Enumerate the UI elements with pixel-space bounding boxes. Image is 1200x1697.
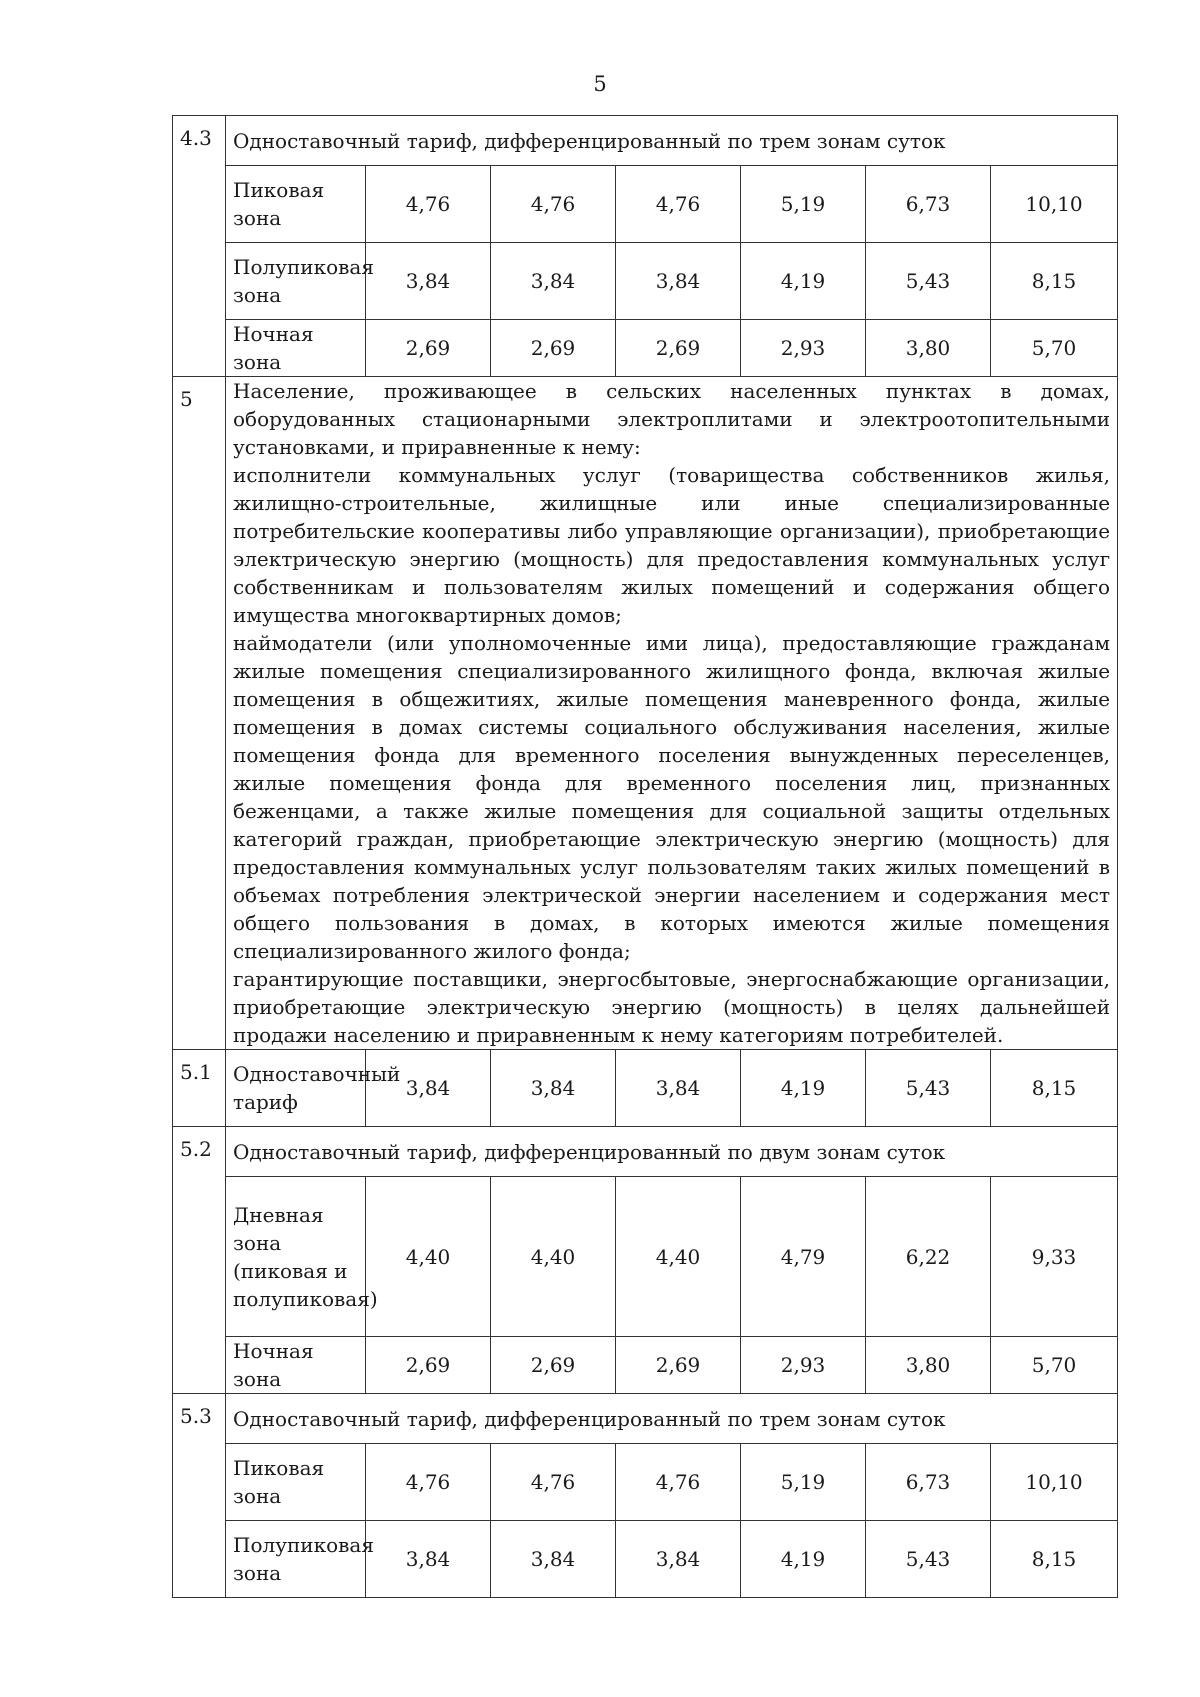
section-5-1-row bbox=[173, 1050, 1118, 1127]
tariff-value: 4,76 bbox=[616, 1444, 741, 1521]
section-5-2-header-row bbox=[173, 1127, 1118, 1177]
section-number: 5.3 bbox=[173, 1394, 226, 1598]
section-5-row bbox=[173, 377, 1118, 1050]
section-title: Одноставочный тариф, дифференцированный по трем зонам суток bbox=[226, 116, 1118, 166]
tariff-value: 8,15 bbox=[991, 243, 1118, 320]
zone-label: Ночная зона bbox=[226, 1337, 366, 1394]
tariff-value: 5,43 bbox=[866, 1050, 991, 1127]
tariff-value: 10,10 bbox=[991, 1444, 1118, 1521]
tariff-value: 4,40 bbox=[366, 1177, 491, 1337]
tariff-value: 5,70 bbox=[991, 1337, 1118, 1394]
tariff-value: 3,84 bbox=[616, 1521, 741, 1598]
tariff-value: 2,69 bbox=[491, 1337, 616, 1394]
tariff-value: 3,84 bbox=[616, 243, 741, 320]
tariff-value: 4,76 bbox=[616, 166, 741, 243]
zone-label: Ночная зона bbox=[226, 320, 366, 377]
table-row bbox=[173, 1521, 1118, 1598]
tariff-value: 5,43 bbox=[866, 1521, 991, 1598]
tariff-value: 6,22 bbox=[866, 1177, 991, 1337]
section-number: 5.1 bbox=[173, 1050, 226, 1127]
tariff-value: 4,76 bbox=[366, 166, 491, 243]
table-row bbox=[173, 320, 1118, 377]
tariff-value: 4,19 bbox=[741, 243, 866, 320]
section-number: 5 bbox=[173, 377, 226, 1050]
tariff-label: Одноставочный тариф bbox=[226, 1050, 366, 1127]
tariff-table bbox=[172, 115, 1118, 1598]
tariff-value: 3,84 bbox=[366, 1050, 491, 1127]
zone-label: Полупиковая зона bbox=[226, 1521, 366, 1598]
tariff-value: 4,19 bbox=[741, 1521, 866, 1598]
section-4-3-header-row bbox=[173, 116, 1118, 166]
table-row bbox=[173, 1177, 1118, 1337]
section-5-3-header-row bbox=[173, 1394, 1118, 1444]
table-row bbox=[173, 1337, 1118, 1394]
description-paragraph: Население, проживающее в сельских населенных пунктах в домах, оборудованных стационарными электроплитами и электроотопительными установками, и приравненные к нему: bbox=[233, 379, 1111, 459]
tariff-value: 3,80 bbox=[866, 320, 991, 377]
tariff-value: 4,76 bbox=[366, 1444, 491, 1521]
section-description bbox=[226, 377, 1118, 1050]
tariff-value: 4,79 bbox=[741, 1177, 866, 1337]
tariff-value: 5,43 bbox=[866, 243, 991, 320]
tariff-value: 10,10 bbox=[991, 166, 1118, 243]
zone-label: Пиковая зона bbox=[226, 166, 366, 243]
description-paragraph: наймодатели (или уполномоченные ими лица), предоставляющие гражданам жилые помещения специализированного жилищного фонда, включая жилые помещения в общежитиях, жилые помещения маневренного фонда, жилые помещения в домах системы социального обслуживания населения, жилые помещения фонда для временного поселения вынужденных переселенцев, жилые помещения фонда для временного поселения лиц, признанных беженцами, а также жилые помещения для социальной защиты отдельных категорий граждан, приобретающие электрическую энергию (мощность) для предоставления коммунальных услуг пользователям таких жилых помещений в объемах потребления электрической энергии населением и содержания мест общего пользования в домах, в которых имеются жилые помещения специализированного жилого фонда; bbox=[233, 631, 1111, 963]
tariff-value: 8,15 bbox=[991, 1521, 1118, 1598]
tariff-value: 2,69 bbox=[616, 320, 741, 377]
tariff-value: 6,73 bbox=[866, 1444, 991, 1521]
tariff-value: 6,73 bbox=[866, 166, 991, 243]
table-row bbox=[173, 166, 1118, 243]
tariff-value: 2,93 bbox=[741, 320, 866, 377]
tariff-value: 4,19 bbox=[741, 1050, 866, 1127]
tariff-value: 3,84 bbox=[491, 243, 616, 320]
section-title: Одноставочный тариф, дифференцированный по двум зонам суток bbox=[226, 1127, 1118, 1177]
tariff-value: 5,19 bbox=[741, 1444, 866, 1521]
zone-label: Пиковая зона bbox=[226, 1444, 366, 1521]
description-paragraph: гарантирующие поставщики, энергосбытовые, энергоснабжающие организации, приобретающие электрическую энергию (мощность) в целях дальнейшей продажи населению и приравненным к нему категориям потребителей. bbox=[233, 967, 1111, 1047]
tariff-value: 3,84 bbox=[366, 243, 491, 320]
tariff-value: 2,93 bbox=[741, 1337, 866, 1394]
tariff-value: 8,15 bbox=[991, 1050, 1118, 1127]
tariff-value: 4,40 bbox=[616, 1177, 741, 1337]
table-row bbox=[173, 243, 1118, 320]
tariff-value: 2,69 bbox=[366, 1337, 491, 1394]
tariff-value: 3,80 bbox=[866, 1337, 991, 1394]
tariff-value: 4,76 bbox=[491, 166, 616, 243]
description-paragraph: исполнители коммунальных услуг (товарищества собственников жилья, жилищно-строительные, жилищные или иные специализированные потребительские кооперативы либо управляющие организации), приобретающие электрическую энергию (мощность) для предоставления коммунальных услуг собственникам и пользователям жилых помещений и содержания общего имущества многоквартирных домов; bbox=[233, 463, 1111, 627]
tariff-value: 2,69 bbox=[366, 320, 491, 377]
table-row bbox=[173, 1444, 1118, 1521]
zone-label: Дневная зона (пиковая и полупиковая) bbox=[226, 1177, 366, 1337]
tariff-value: 2,69 bbox=[491, 320, 616, 377]
tariff-value: 5,19 bbox=[741, 166, 866, 243]
tariff-value: 4,76 bbox=[491, 1444, 616, 1521]
page-number: 5 bbox=[593, 72, 607, 96]
tariff-value: 3,84 bbox=[491, 1050, 616, 1127]
tariff-value: 5,70 bbox=[991, 320, 1118, 377]
section-number: 4.3 bbox=[173, 116, 226, 377]
tariff-value: 2,69 bbox=[616, 1337, 741, 1394]
tariff-value: 3,84 bbox=[616, 1050, 741, 1127]
tariff-value: 4,40 bbox=[491, 1177, 616, 1337]
tariff-value: 3,84 bbox=[491, 1521, 616, 1598]
tariff-value: 3,84 bbox=[366, 1521, 491, 1598]
zone-label: Полупиковая зона bbox=[226, 243, 366, 320]
section-number: 5.2 bbox=[173, 1127, 226, 1394]
tariff-value: 9,33 bbox=[991, 1177, 1118, 1337]
section-title: Одноставочный тариф, дифференцированный по трем зонам суток bbox=[226, 1394, 1118, 1444]
